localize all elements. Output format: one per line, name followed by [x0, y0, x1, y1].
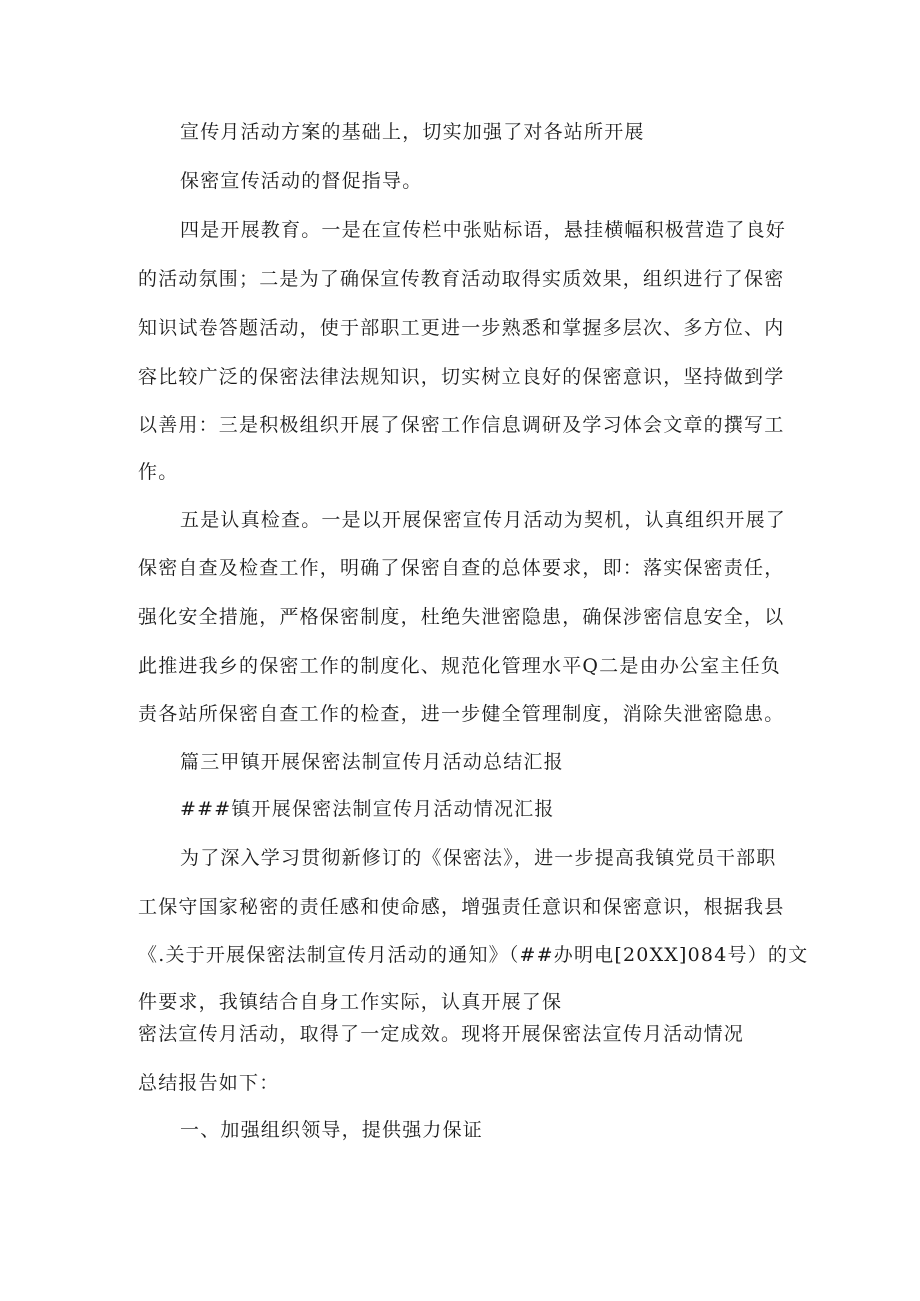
text-line-18: 《.关于开展保密法制宣传月活动的通知》（##办明电[20XX]084号）的文 — [138, 944, 809, 966]
text-line-9: 五是认真检查。一是以开展保密宣传月活动为契机，认真组织开展了 — [180, 509, 787, 531]
text-line-20: 密法宣传月活动，取得了一定成效。现将开展保密法宣传月活动情况 — [138, 1023, 745, 1045]
text-line-3: 四是开展教育。一是在宣传栏中张贴标语，悬挂横幅积极营造了良好 — [180, 219, 787, 241]
report-title: ###镇开展保密法制宣传月活动情况汇报 — [180, 798, 555, 820]
text-line-11: 强化安全措施，严格保密制度，杜绝失泄密隐患，确保涉密信息安全，以 — [138, 606, 785, 628]
section-title: 篇三甲镇开展保密法制宣传月活动总结汇报 — [180, 751, 564, 773]
text-line-8: 作。 — [138, 461, 179, 483]
text-line-4: 的活动氛围；二是为了确保宣传教育活动取得实质效果，组织进行了保密 — [138, 268, 785, 290]
subsection-heading: 一、加强组织领导，提供强力保证 — [180, 1119, 484, 1141]
text-line-5: 知识试卷答题活动，使于部职工更进一步熟悉和掌握多层次、多方位、内 — [138, 317, 785, 339]
text-line-12: 此推进我乡的保密工作的制度化、规范化管理水平Q二是由办公室主任负 — [138, 655, 781, 677]
text-line-10: 保密自查及检查工作，明确了保密自查的总体要求，即：落实保密责任， — [138, 557, 785, 579]
text-line-21: 总结报告如下： — [138, 1072, 280, 1094]
text-line-1: 宣传月活动方案的基础上，切实加强了对各站所开展 — [180, 121, 645, 143]
text-line-6: 容比较广泛的保密法律法规知识，切实树立良好的保密意识，坚持做到学 — [138, 366, 785, 388]
text-line-7: 以善用：三是积极组织开展了保密工作信息调研及学习体会文章的撰写工 — [138, 414, 785, 436]
text-line-16: 为了深入学习贯彻新修订的《保密法》，进一步提高我镇党员干部职 — [180, 847, 777, 869]
text-line-17: 工保守国家秘密的责任感和使命感，增强责任意识和保密意识，根据我县 — [138, 896, 785, 918]
text-line-2: 保密宣传活动的督促指导。 — [180, 170, 423, 192]
text-line-13: 责各站所保密自查工作的检查，进一步健全管理制度，消除失泄密隐患。 — [138, 703, 785, 725]
text-line-19: 件要求，我镇结合自身工作实际，认真开展了保 — [138, 991, 563, 1013]
